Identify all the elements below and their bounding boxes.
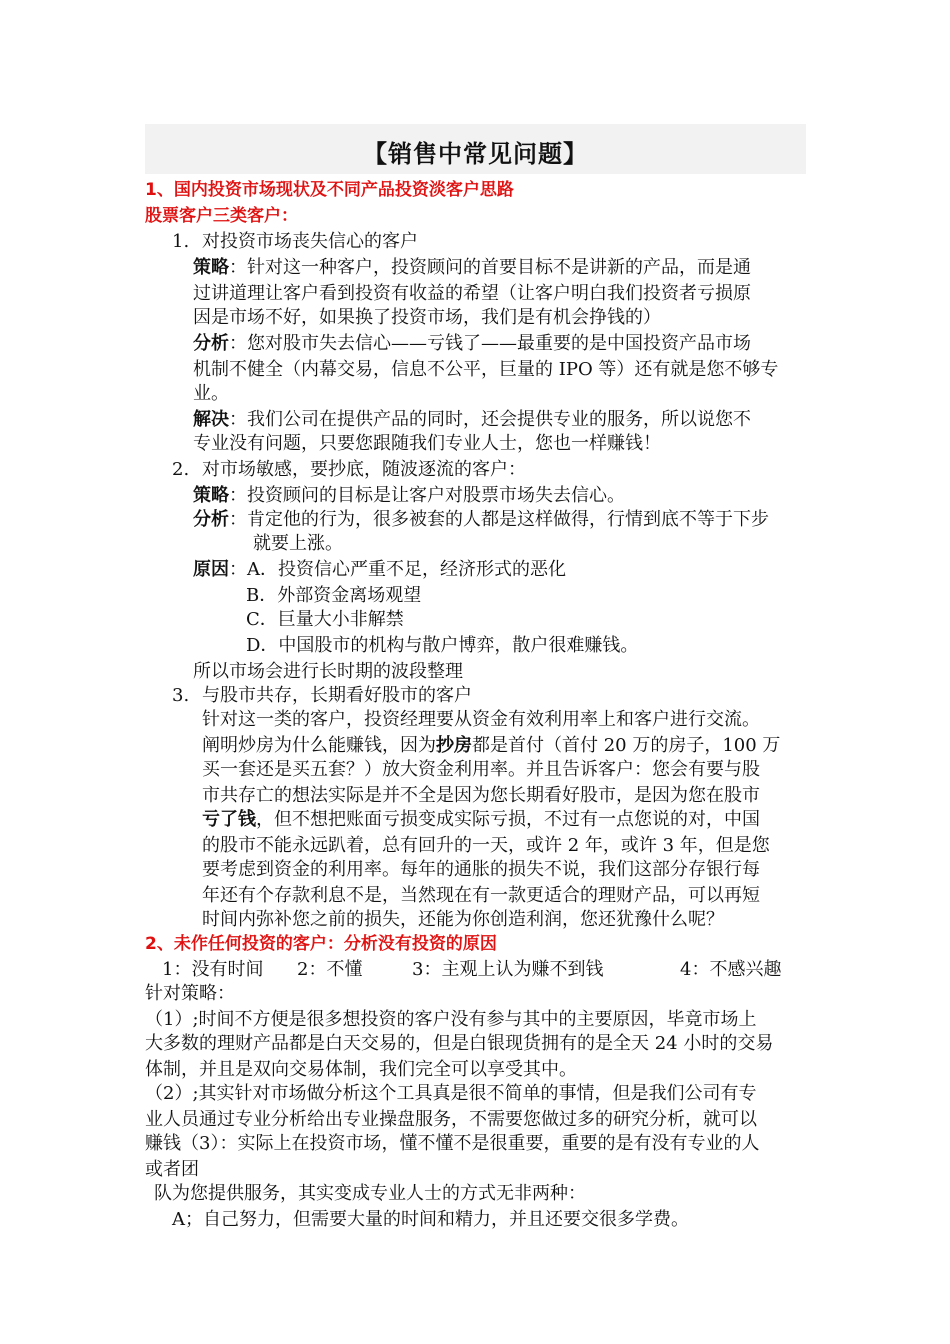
strategy-text: ：投资顾问的目标是让客户对股票市场失去信心。 [229,485,625,506]
para-1-line-3: 体制，并且是双向交易体制，我们完全可以享受其中。 [145,1059,577,1080]
analysis-label: 分析 [193,333,229,354]
analysis-text: ：您对股市失去信心——亏钱了——最重要的是中国投资产品市场 [229,333,751,354]
item-2-strategy [193,484,625,508]
section-2-heading: 2、未作任何投资的客户：分析没有投资的原因 [145,934,497,954]
reason-2: 2：不懂 [297,959,363,980]
item-3-line-8: 年还有个存款利息不是，当然现在有一款更适合的理财产品，可以再短 [202,885,760,906]
item-1-analysis-line-2: 机制不健全（内幕交易，信息不公平，巨量的 IPO 等）还有就是您不够专 [193,359,779,380]
item-2-conclusion: 所以市场会进行长时期的波段整理 [193,661,463,682]
item-1-strategy [193,256,751,280]
item-3-line-3: 买一套还是买五套？）放大资金利用率。并且告诉客户：您会有要与股 [202,759,760,780]
item-2-reason-c: C．巨量大小非解禁 [246,609,404,630]
reason-text: ：A．投资信心严重不足，经济形式的恶化 [229,559,566,580]
item-2-heading: 对市场敏感，要抄底，随波逐流的客户： [202,459,526,480]
item-3-line-9: 时间内弥补您之前的损失，还能为你创造利润，您还犹豫什么呢？ [202,909,724,930]
item-2-reason-b: B．外部资金离场观望 [246,585,422,606]
section-1-heading: 1、国内投资市场现状及不同产品投资淡客户思路 [145,180,514,200]
item-2-reason-a [193,558,566,582]
section-1-subheading: 股票客户三类客户： [145,206,298,226]
item-3-line-2 [202,734,780,758]
para-2-line-4: 或者团 [145,1159,199,1180]
item-3-number: 3. [172,685,190,706]
strategy-label: 策略 [193,485,229,506]
item-3-line-6: 的股市不能永远趴着，总有回升的一天，或许 2 年，或许 3 年，但是您 [202,835,770,856]
analysis-label: 分析 [193,509,229,530]
para-2-line-3: 赚钱（3）：实际上在投资市场，懂不懂不是很重要，重要的是有没有专业的人 [145,1133,760,1154]
strategy-text: ：针对这一种客户，投资顾问的首要目标不是讲新的产品，而是通 [229,257,751,278]
item-1-number: 1. [172,231,190,252]
strategy-heading: 针对策略： [145,983,235,1004]
item-3-line-5 [202,808,760,832]
item-1-solution-line-2: 专业没有问题，只要您跟随我们专业人士，您也一样赚钱！ [193,433,661,454]
item-1-solution [193,408,751,432]
bold-text: 亏了钱 [202,809,256,830]
item-2-analysis-line-2: 就要上涨。 [253,533,343,554]
text: 阐明炒房为什么能赚钱，因为 [202,735,436,756]
item-2-reason-d: D．中国股市的机构与散户博弈，散户很难赚钱。 [246,635,639,656]
solution-text: ：我们公司在提供产品的同时，还会提供专业的服务，所以说您不 [229,409,751,430]
item-1-strategy-line-2: 过讲道理让客户看到投资有收益的希望（让客户明白我们投资者亏损原 [193,283,751,304]
item-2-analysis [193,508,769,532]
text: 都是首付（首付 20 万的房子，100 万 [472,735,781,756]
item-3-line-4: 市共存亡的想法实际是并不全是因为您长期看好股市，是因为您在股市 [202,785,760,806]
para-3-line-2: A；自己努力，但需要大量的时间和精力，并且还要交很多学费。 [172,1209,689,1230]
page-title: 【销售中常见问题】 [363,139,588,168]
item-3-line-1: 针对这一类的客户，投资经理要从资金有效利用率上和客户进行交流。 [202,709,760,730]
item-1-strategy-line-3: 因是市场不好，如果换了投资市场，我们是有机会挣钱的） [193,307,661,328]
reason-4: 4：不感兴趣 [680,959,782,980]
reason-label: 原因 [193,559,229,580]
para-2-line-2: 业人员通过专业分析给出专业操盘服务，不需要您做过多的研究分析，就可以 [145,1109,757,1130]
bold-text: 抄房 [436,735,472,756]
text: ，但不想把账面亏损变成实际亏损，不过有一点您说的对，中国 [256,809,760,830]
reason-3: 3：主观上认为赚不到钱 [412,959,604,980]
solution-label: 解决 [193,409,229,430]
item-1-analysis [193,332,751,356]
item-1-heading: 对投资市场丧失信心的客户 [202,231,418,252]
item-3-heading: 与股市共存，长期看好股市的客户 [202,685,472,706]
item-2-number: 2. [172,459,190,480]
strategy-label: 策略 [193,257,229,278]
para-2-line-1: （2）;其实针对市场做分析这个工具真是很不简单的事情，但是我们公司有专 [145,1083,757,1104]
para-3-line-1: 队为您提供服务，其实变成专业人士的方式无非两种： [154,1183,586,1204]
para-1-line-2: 大多数的理财产品都是白天交易的，但是白银现货拥有的是全天 24 小时的交易 [145,1033,774,1054]
para-1-line-1: （1）;时间不方便是很多想投资的客户没有参与其中的主要原因，毕竟市场上 [145,1009,757,1030]
item-1-analysis-line-3: 业。 [193,383,229,404]
item-3-line-7: 要考虑到资金的利用率。每年的通胀的损失不说，我们这部分存银行每 [202,859,760,880]
analysis-text: ：肯定他的行为，很多被套的人都是这样做得，行情到底不等于下步 [229,509,769,530]
reason-1: 1：没有时间 [162,959,264,980]
